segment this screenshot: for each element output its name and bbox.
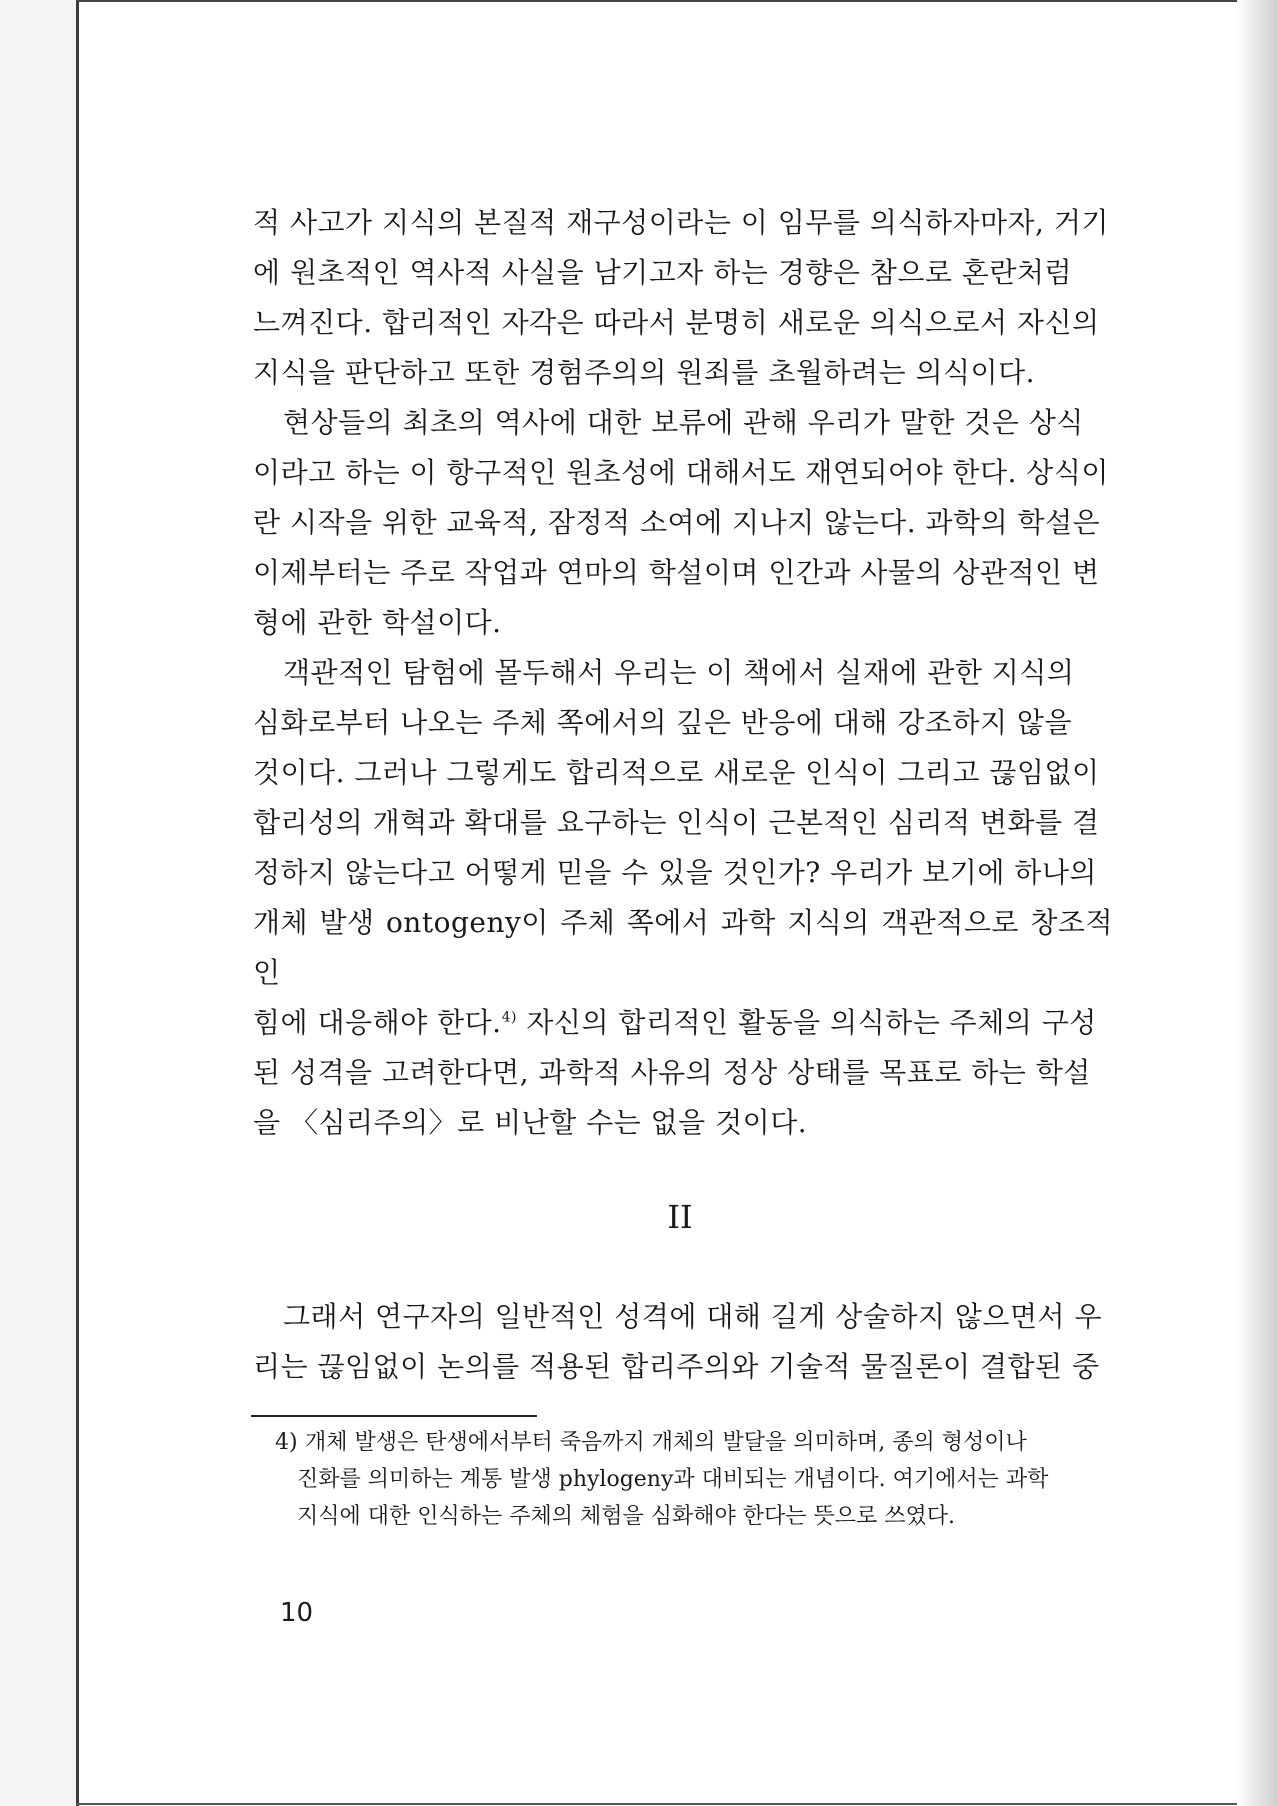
- text-line: 개체 발생 ontogeny이 주체 쪽에서 과학 지식의 객관적으로 창조적인: [253, 906, 1113, 989]
- text-line: 리는 끊임없이 논의를 적용된 합리주의와 기술적 물질론이 결합된 중: [253, 1350, 1100, 1383]
- body-text-top: [253, 198, 1113, 1148]
- text-line: 그래서 연구자의 일반적인 성격에 대해 길게 상술하지 않으면서 우: [283, 1300, 1103, 1333]
- text-line: 이제부터는 주로 작업과 연마의 학설이며 인간과 사물의 상관적인 변: [253, 556, 1100, 589]
- scan-left-margin: [0, 0, 76, 1806]
- footnote-divider: [251, 1415, 537, 1417]
- text-line: 된 성격을 고려한다면, 과학적 사유의 정상 상태를 목표로 하는 학설: [253, 1056, 1091, 1089]
- text-line: 현상들의 최초의 역사에 대한 보류에 관해 우리가 말한 것은 상식: [283, 406, 1084, 439]
- text-line: 것이다. 그러나 그렇게도 합리적으로 새로운 인식이 그리고 끊임없이: [253, 756, 1100, 789]
- page-bottom-edge: [76, 1803, 1256, 1805]
- paragraph-1: [253, 198, 1113, 398]
- text-line: 적 사고가 지식의 본질적 재구성이라는 이 임무를 의식하자마자, 거기: [253, 206, 1109, 239]
- page-number: 10: [280, 1598, 314, 1628]
- text-line: 에 원초적인 역사적 사실을 남기고자 하는 경향은 참으로 혼란처럼: [253, 256, 1073, 289]
- footnote: [275, 1424, 1113, 1535]
- text-line: 란 시작을 위한 교육적, 잠정적 소여에 지나지 않는다. 과학의 학설은: [253, 506, 1101, 539]
- footnote-number: 4): [275, 1430, 298, 1455]
- page-left-edge: [76, 0, 79, 1806]
- text-line: 합리성의 개혁과 확대를 요구하는 인식이 근본적인 심리적 변화를 결: [253, 806, 1100, 839]
- text-segment: 자신의 합리적인 활동을 의식하는 주체의 구성: [516, 1006, 1097, 1039]
- page-top-edge: [76, 0, 1256, 2]
- text-line: 정하지 않는다고 어떻게 믿을 수 있을 것인가? 우리가 보기에 하나의: [253, 856, 1097, 889]
- section-heading: II: [667, 1198, 693, 1236]
- text-line: 을 〈심리주의〉로 비난할 수는 없을 것이다.: [253, 1106, 808, 1139]
- footnote-text: 개체 발생은 탄생에서부터 죽음까지 개체의 발달을 의미하며, 종의 형성이나: [305, 1430, 1027, 1455]
- footnote-line: [275, 1424, 1113, 1461]
- page-right-shadow: [1237, 0, 1277, 1806]
- footnote-marker[interactable]: 4): [501, 1009, 517, 1026]
- text-segment: 힘에 대응해야 한다.: [253, 1006, 502, 1039]
- paragraph-2: [253, 398, 1113, 648]
- footnote-line: 진화를 의미하는 계통 발생 phylogeny과 대비되는 개념이다. 여기에서는 과학: [297, 1467, 1049, 1492]
- text-line: 지식을 판단하고 또한 경험주의의 원죄를 초월하려는 의식이다.: [253, 356, 1036, 389]
- paragraph-3: [253, 648, 1113, 1148]
- footnote-line: 지식에 대한 인식하는 주체의 체험을 심화해야 한다는 뜻으로 쓰였다.: [297, 1504, 955, 1529]
- text-line: 심화로부터 나오는 주체 쪽에서의 깊은 반응에 대해 강조하지 않을: [253, 706, 1073, 739]
- text-line: 형에 관한 학설이다.: [253, 606, 502, 639]
- paragraph-4: [253, 1292, 1113, 1392]
- text-line: 객관적인 탐험에 몰두해서 우리는 이 책에서 실재에 관한 지식의: [283, 656, 1075, 689]
- body-text-section: [253, 1292, 1113, 1392]
- text-line-with-footnote: [253, 998, 1113, 1048]
- text-line: 이라고 하는 이 항구적인 원초성에 대해서도 재연되어야 한다. 상식이: [253, 456, 1109, 489]
- text-line: 느껴진다. 합리적인 자각은 따라서 분명히 새로운 의식으로서 자신의: [253, 306, 1100, 339]
